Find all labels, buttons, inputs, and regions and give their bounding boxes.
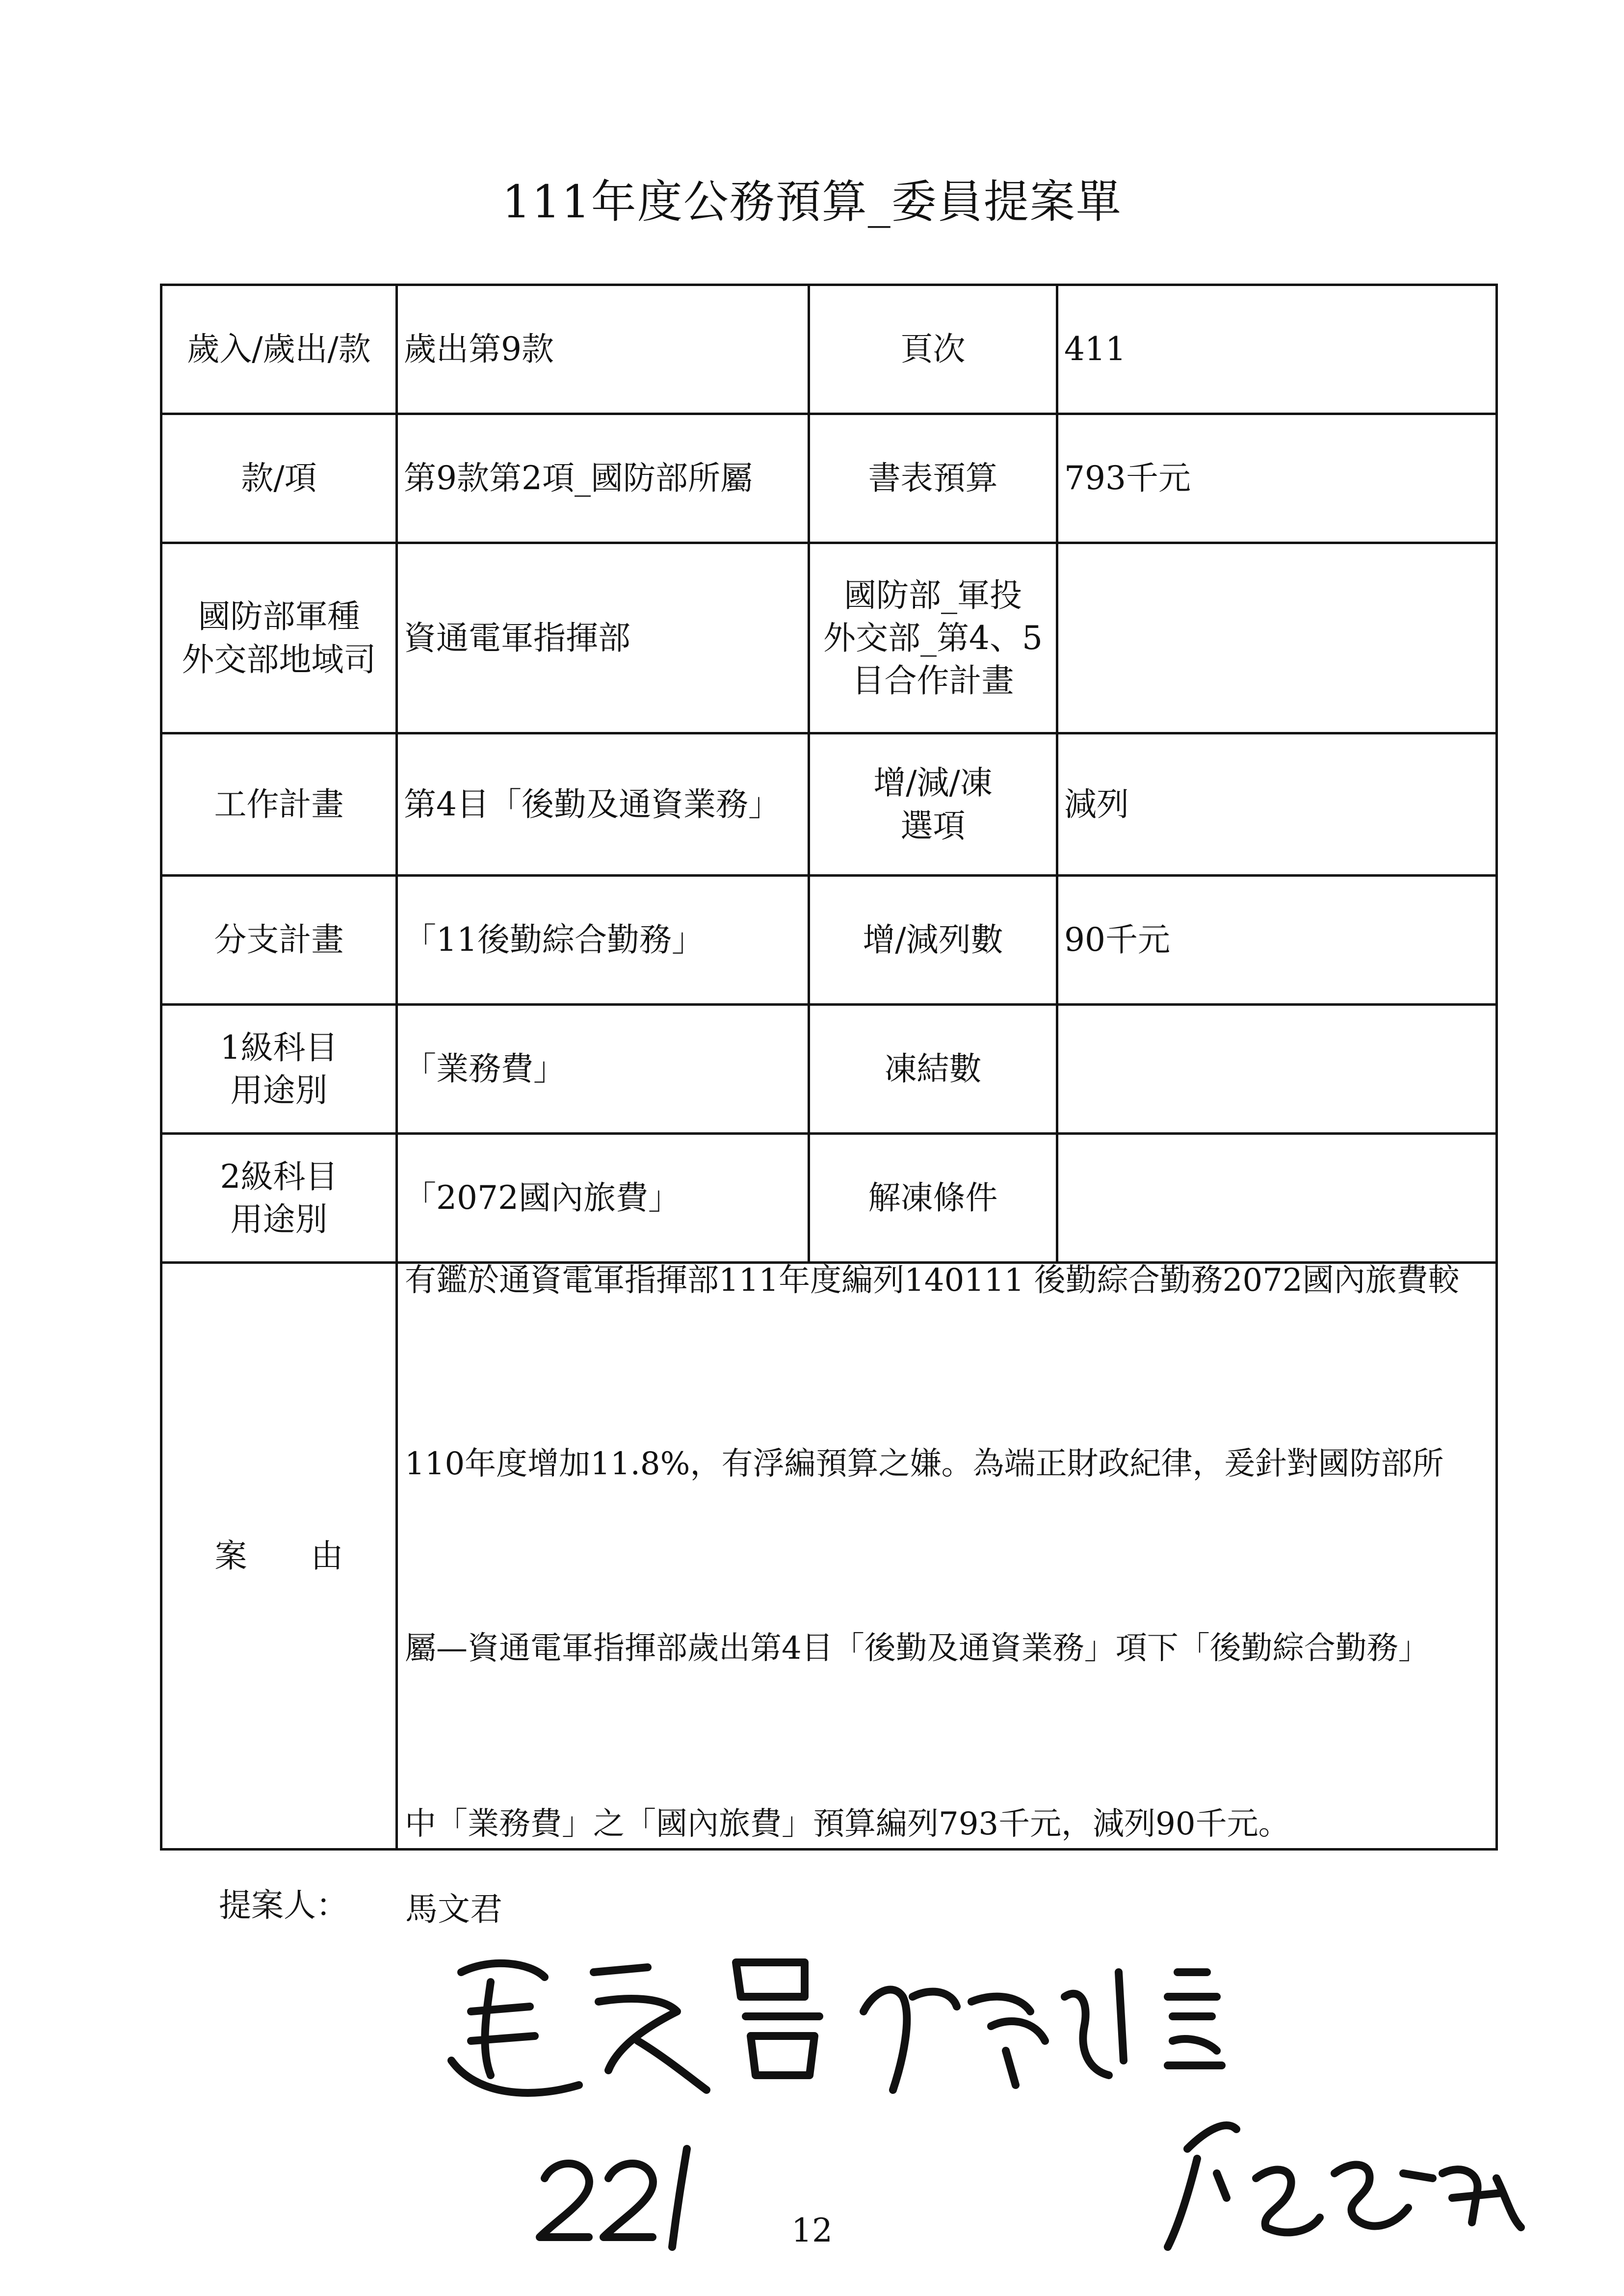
proposer-label: 提案人： xyxy=(219,1886,348,1924)
signature-stroke xyxy=(736,1962,819,2075)
signature-stroke xyxy=(594,1967,707,2090)
table-row xyxy=(161,1134,1497,1263)
label-frozen-amount: 凍結數 xyxy=(809,1005,1057,1134)
signature-stroke xyxy=(971,1997,1045,2085)
reason-text-cell xyxy=(397,1263,1497,1850)
value-service-region: 資通電軍指揮部 xyxy=(397,543,809,733)
label-line: 增/減/凍 xyxy=(873,764,993,802)
label-line: 1級科目 xyxy=(220,1028,338,1067)
value-level2-subject: 「2072國內旅費」 xyxy=(397,1134,809,1263)
table-row xyxy=(161,543,1497,733)
table-row xyxy=(161,1005,1497,1134)
signature-stroke xyxy=(451,1963,579,2093)
label-service-region xyxy=(161,543,397,733)
value-change-amount: 90千元 xyxy=(1057,876,1497,1005)
value-work-plan: 第4目「後勤及通資業務」 xyxy=(397,733,809,876)
label-reason xyxy=(161,1263,397,1850)
label-line: 外交部_第4、5 xyxy=(823,619,1043,657)
value-branch-plan: 「11後勤綜合勤務」 xyxy=(397,876,809,1005)
label-line: 用途別 xyxy=(230,1071,328,1109)
proposal-form-table xyxy=(160,284,1498,1851)
label-military-investment xyxy=(809,543,1057,733)
value-page: 411 xyxy=(1057,285,1497,414)
table-row xyxy=(161,733,1497,876)
label-line: 國防部軍種 xyxy=(198,598,360,636)
table-row xyxy=(161,414,1497,543)
label-line: 2級科目 xyxy=(220,1157,338,1196)
label-line: 選項 xyxy=(900,807,966,845)
signature-stroke xyxy=(1065,1972,1124,2075)
document-title: 111年度公務預算_委員提案單 xyxy=(502,176,1122,228)
label-change-amount: 增/減列數 xyxy=(809,876,1057,1005)
value-unfreeze-condition xyxy=(1057,1134,1497,1263)
reason-label-char: 案 xyxy=(214,1537,247,1575)
reason-line: 中「業務費」之「國內旅費」預算編列793千元，減列90千元。 xyxy=(405,1806,1290,1842)
label-line: 目合作計畫 xyxy=(852,662,1014,700)
label-book-budget: 書表預算 xyxy=(809,414,1057,543)
label-work-plan: 工作計畫 xyxy=(161,733,397,876)
proposer-name: 馬文君 xyxy=(405,1890,502,1928)
value-frozen-amount xyxy=(1057,1005,1497,1134)
label-level1-subject xyxy=(161,1005,397,1134)
signature-stroke xyxy=(864,1990,957,2090)
label-line: 國防部_軍投 xyxy=(844,576,1022,614)
reason-line: 屬—資通電軍指揮部歲出第4目「後勤及通資業務」項下「後勤綜合勤務」 xyxy=(405,1630,1430,1667)
signature-stroke xyxy=(1168,1972,1222,2065)
page-number: 12 xyxy=(791,2212,833,2249)
value-level1-subject: 「業務費」 xyxy=(397,1005,809,1134)
value-book-budget: 793千元 xyxy=(1057,414,1497,543)
label-branch-plan: 分支計畫 xyxy=(161,876,397,1005)
label-level2-subject xyxy=(161,1134,397,1263)
label-line: 用途別 xyxy=(230,1200,328,1238)
value-military-investment xyxy=(1057,543,1497,733)
value-section-item: 第9款第2項_國防部所屬 xyxy=(397,414,809,543)
label-page: 頁次 xyxy=(809,285,1057,414)
value-revenue-expenditure: 歲出第9款 xyxy=(397,285,809,414)
value-option: 減列 xyxy=(1057,733,1497,876)
table-row xyxy=(161,285,1497,414)
table-row-reason xyxy=(161,1263,1497,1850)
label-unfreeze-condition: 解凍條件 xyxy=(809,1134,1057,1263)
reason-label-char: 由 xyxy=(311,1537,343,1575)
table-row xyxy=(161,876,1497,1005)
label-revenue-expenditure: 歲入/歲出/款 xyxy=(161,285,397,414)
label-section-item: 款/項 xyxy=(161,414,397,543)
label-line: 外交部地域司 xyxy=(182,640,376,678)
reason-line: 有鑑於通資電軍指揮部111年度編列140111 後勤綜合勤務2072國內旅費較 xyxy=(405,1262,1460,1299)
reason-line: 110年度增加11.8%，有浮編預算之嫌。為端正財政紀律，爰針對國防部所 xyxy=(405,1446,1444,1482)
label-option xyxy=(809,733,1057,876)
